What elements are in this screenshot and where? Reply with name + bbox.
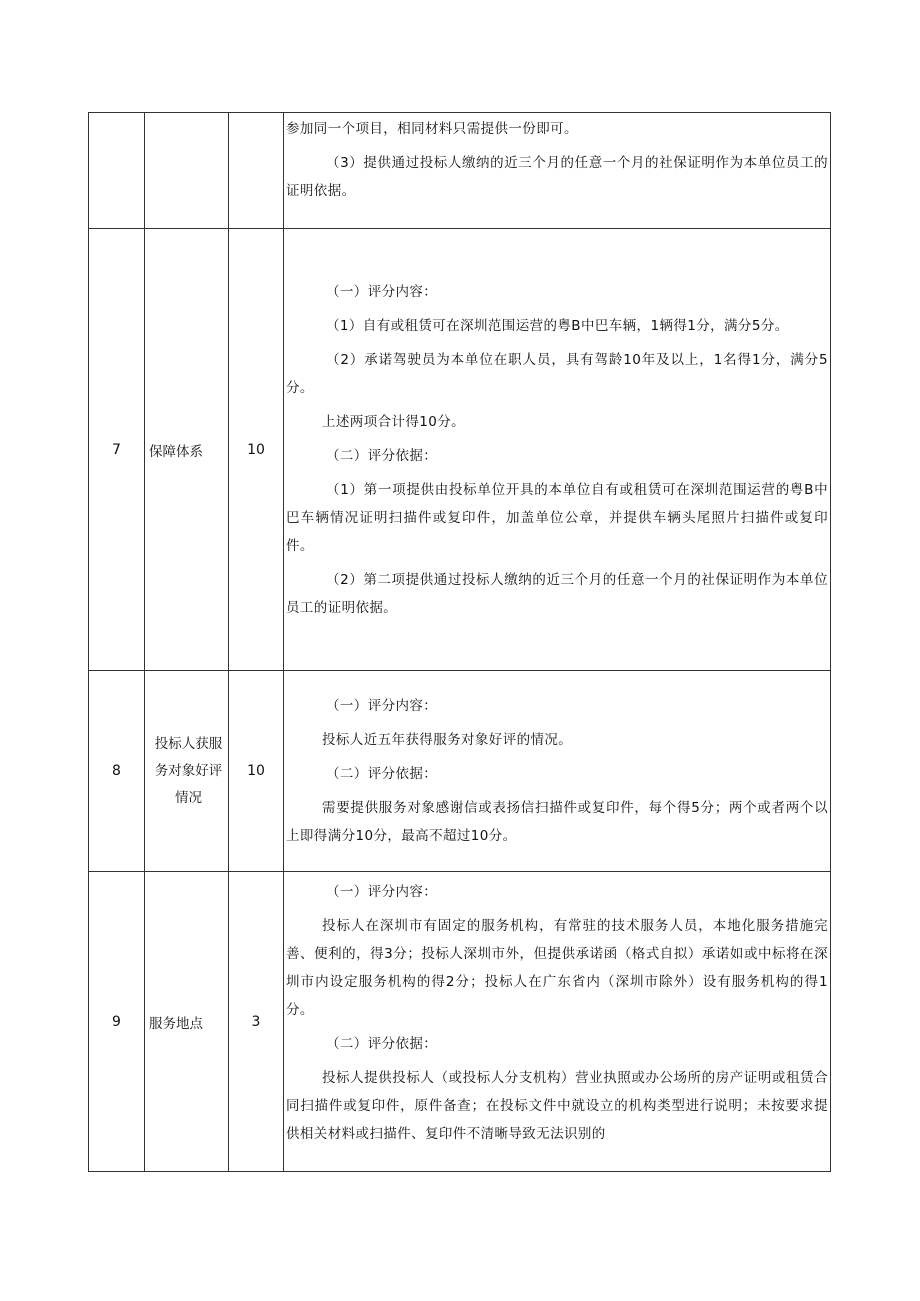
table-row — [89, 671, 831, 872]
content-paragraph: 投标人近五年获得服务对象好评的情况。 — [322, 732, 573, 748]
content-paragraph: （1）自有或租赁可在深圳范围运营的粤B中巴车辆，1辆得1分，满分5分。 — [326, 317, 789, 334]
content-paragraph: （一）评分内容： — [326, 698, 438, 714]
row-item-name: 投标人获服务对象好评情况 — [145, 671, 229, 872]
content-paragraph: 投标人提供投标人（或投标人分支机构）营业执照或办公场所的房产证明或租赁合同扫描件或复印件，原件备查；在投标文件中就设立的机构类型进行说明；未按要求提供相关材料或扫描件、复印件不清晰导致无法识别的 — [286, 1070, 828, 1142]
table-row — [89, 229, 831, 671]
content-paragraph: （二）评分依据： — [326, 1036, 438, 1052]
content-paragraph: 投标人在深圳市有固定的服务机构，有常驻的技术服务人员，本地化服务措施完善、便利的，得3分；投标人深圳市外，但提供承诺函（格式自拟）承诺如或中标将在深圳市内设定服务机构的得2分；投标人在广东省内（深圳市除外）设有服务机构的得1分。 — [286, 918, 828, 1018]
content-paragraph: （2）第二项提供通过投标人缴纳的近三个月的任意一个月的社保证明作为本单位员工的证明依据。 — [286, 571, 828, 616]
row-number: 9 — [89, 872, 145, 1172]
content-paragraph: （1）第一项提供由投标单位开具的本单位自有或租赁可在深圳范围运营的粤B中巴车辆情况证明扫描件或复印件，加盖单位公章，并提供车辆头尾照片扫描件或复印件。 — [286, 481, 828, 554]
table-row — [89, 872, 831, 1172]
content-paragraph: （2）承诺驾驶员为本单位在职人员，具有驾龄10年及以上，1名得1分，满分5分。 — [286, 351, 828, 396]
content-paragraph: （二）评分依据： — [326, 766, 438, 782]
content-paragraph: （3）提供通过投标人缴纳的近三个月的任意一个月的社保证明作为本单位员工的证明依据。 — [286, 155, 828, 199]
row-score: 3 — [229, 872, 284, 1172]
content-paragraph: （二）评分依据： — [326, 447, 438, 464]
content-paragraph: 参加同一个项目，相同材料只需提供一份即可。 — [286, 121, 578, 137]
content-paragraph: 上述两项合计得10分。 — [322, 413, 466, 430]
row-score: 10 — [229, 229, 284, 671]
row-number: 7 — [89, 229, 145, 671]
content-paragraph: （一）评分内容： — [326, 283, 438, 300]
row-item-name — [145, 113, 229, 229]
row-score: 10 — [229, 671, 284, 872]
row-number — [89, 113, 145, 229]
row-content — [284, 671, 831, 872]
content-paragraph: （一）评分内容： — [326, 884, 438, 900]
row-content — [284, 229, 831, 671]
row-item-name: 保障体系 — [145, 229, 229, 671]
content-paragraph: 需要提供服务对象感谢信或表扬信扫描件或复印件，每个得5分；两个或者两个以上即得满分10分，最高不超过10分。 — [286, 800, 828, 844]
scoring-table — [88, 112, 831, 1172]
row-item-name: 服务地点 — [145, 872, 229, 1172]
table-row — [89, 113, 831, 229]
row-score — [229, 113, 284, 229]
row-content — [284, 113, 831, 229]
row-content — [284, 872, 831, 1172]
row-number: 8 — [89, 671, 145, 872]
